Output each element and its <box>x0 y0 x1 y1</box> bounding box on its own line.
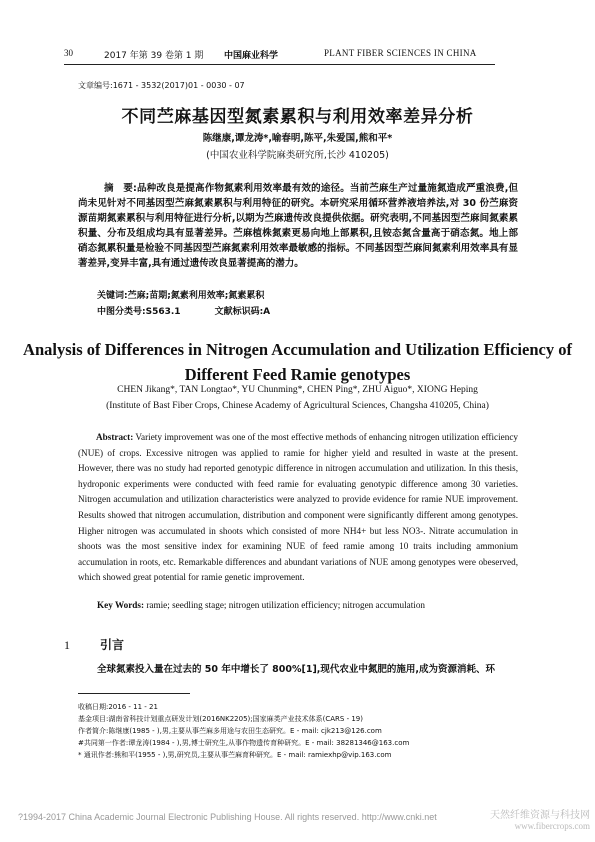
footnote-corresponding: * 通讯作者:熊和平(1955 - ),男,研究员,主要从事苎麻育种研究。E - mail: ramiexhp@vip.163.com <box>78 751 392 759</box>
issue-info: 2017 年第 39 卷第 1 期 <box>104 51 204 61</box>
journal-name-en: PLANT FIBER SCIENCES IN CHINA <box>324 48 477 58</box>
footnote-co-first-author: #共同第一作者:谭龙涛(1984 - ),男,博士研究生,从事作物遗传育种研究。E - mail: 38281346@163.com <box>78 739 410 747</box>
section-heading <box>64 636 124 653</box>
watermark <box>480 806 590 831</box>
abstract-cn <box>78 181 518 271</box>
affiliation-en: (Institute of Bast Fiber Crops, Chinese Academy of Agricultural Sciences, Changsha 410205, China) <box>106 401 489 411</box>
footnote-received: 收稿日期:2016 - 11 - 21 <box>78 703 158 711</box>
watermark-cn: 天然纤维资源与科技网 <box>490 810 590 821</box>
keywords-en-text: ramie; seedling stage; nitrogen utilization efficiency; nitrogen accumulation <box>146 600 426 610</box>
copyright-line: ?1994-2017 China Academic Journal Electronic Publishing House. All rights reserved. http://www.cnki.net <box>18 812 437 822</box>
classification-line <box>97 304 270 317</box>
title-cn: 不同苎麻基因型氮素累积与利用效率差异分析 <box>121 107 474 127</box>
abstract-en-label: Abstract: <box>96 432 134 442</box>
header-divider <box>64 64 495 65</box>
keywords-cn: 关键词:苎麻;苗期;氮素利用效率;氮素累积 <box>97 291 265 301</box>
footnote-funding: 基金项目:湖南省科技计划重点研发计划(2016NK2205);国家麻类产业技术体系(CARS - 19) <box>78 715 363 723</box>
abstract-cn-label: 摘 要: <box>104 183 137 194</box>
body-paragraph: 全球氮素投入量在过去的 50 年中增长了 800%[1],现代农业中氮肥的施用,成为资源消耗、环 <box>97 664 496 675</box>
footnote-divider <box>78 693 190 694</box>
article-number: 文章编号:1671 - 3532(2017)01 - 0030 - 07 <box>78 81 245 90</box>
title-en: Analysis of Differences in Nitrogen Accumulation and Utilization Efficiency of Different Feed Ramie genotypes <box>23 340 572 384</box>
section-number: 1 <box>64 638 70 652</box>
abstract-cn-text: 品种改良是提高作物氮素利用效率最有效的途径。当前苎麻生产过量施氮造成严重浪费,但尚未见针对不同基因型苎麻氮素累积与利用特征的研究。本研究采用循环营养液培养法,对 30 份苎麻资源苗期氮素累积与利用特征进行分析,以期为苎麻遗传改良提供依据。研究表明,不同基因型苎麻间氮素累积量、分布及组成均具有显著差异。苎麻植株氮素更易向地上部累积,且铵态氮含量高于硝态氮。地上部硝态氮累积量是检验不同基因型苎麻氮素利用效率最敏感的指标。不同基因型苎麻间氮素利用效率具有显著差异,变异丰富,具有通过遗传改良显著提高的潜力。 <box>78 183 518 269</box>
clc-number: 中图分类号:S563.1 <box>97 307 181 317</box>
abstract-en <box>78 430 518 586</box>
running-header <box>64 46 495 62</box>
authors-en: CHEN Jikang*, TAN Longtao*, YU Chunming*, CHEN Ping*, ZHU Aiguo*, XIONG Heping <box>117 385 478 395</box>
authors-cn: 陈继康,谭龙涛*,喻春明,陈平,朱爱国,熊和平* <box>202 133 393 144</box>
footnote-author: 作者简介:陈继康(1985 - ),男,主要从事苎麻多用途与农田生态研究。E - mail: cjk213@126.com <box>78 727 382 735</box>
keywords-en <box>97 600 425 610</box>
document-code: 文献标识码:A <box>214 307 271 317</box>
affiliation-cn: (中国农业科学院麻类研究所,长沙 410205) <box>206 150 389 161</box>
abstract-en-text: Variety improvement was one of the most effective methods of enhancing nitrogen utilization efficiency (NUE) of crops. Excessive nitrogen was applied to ramie for higher yield and resulted in waste at the present. However, there was no study had reported genotypic difference in nitrogen accumulation and utilization. In this thesis, hydroponic experiments were conducted with feed ramie for evaluating genotypic difference among 30 varieties. Nitrogen accumulation and utilization characteristics were analyzed to provide evidence for ramie NUE improvement. Results showed that nitrogen accumulation, distribution and component were significantly different among genotypes. Higher nitrogen was accumulated in shoots which consisted of more NH4+ but less NO3-. Nitrate accumulation in shoots was the most sensitive index for examining NUE of feed ramie among 10 traits including ammonium accumulation in roots, etc. Remarkable differences and abundant variations of NUE among genotypes were obeserved, which showed great potential for ramie genetic improvement. <box>78 432 518 583</box>
section-title: 引言 <box>100 638 125 652</box>
watermark-url: www.fibercrops.com <box>514 821 590 831</box>
page-number: 30 <box>64 48 73 58</box>
journal-name-cn: 中国麻业科学 <box>224 51 279 61</box>
keywords-en-label: Key Words: <box>97 600 145 610</box>
